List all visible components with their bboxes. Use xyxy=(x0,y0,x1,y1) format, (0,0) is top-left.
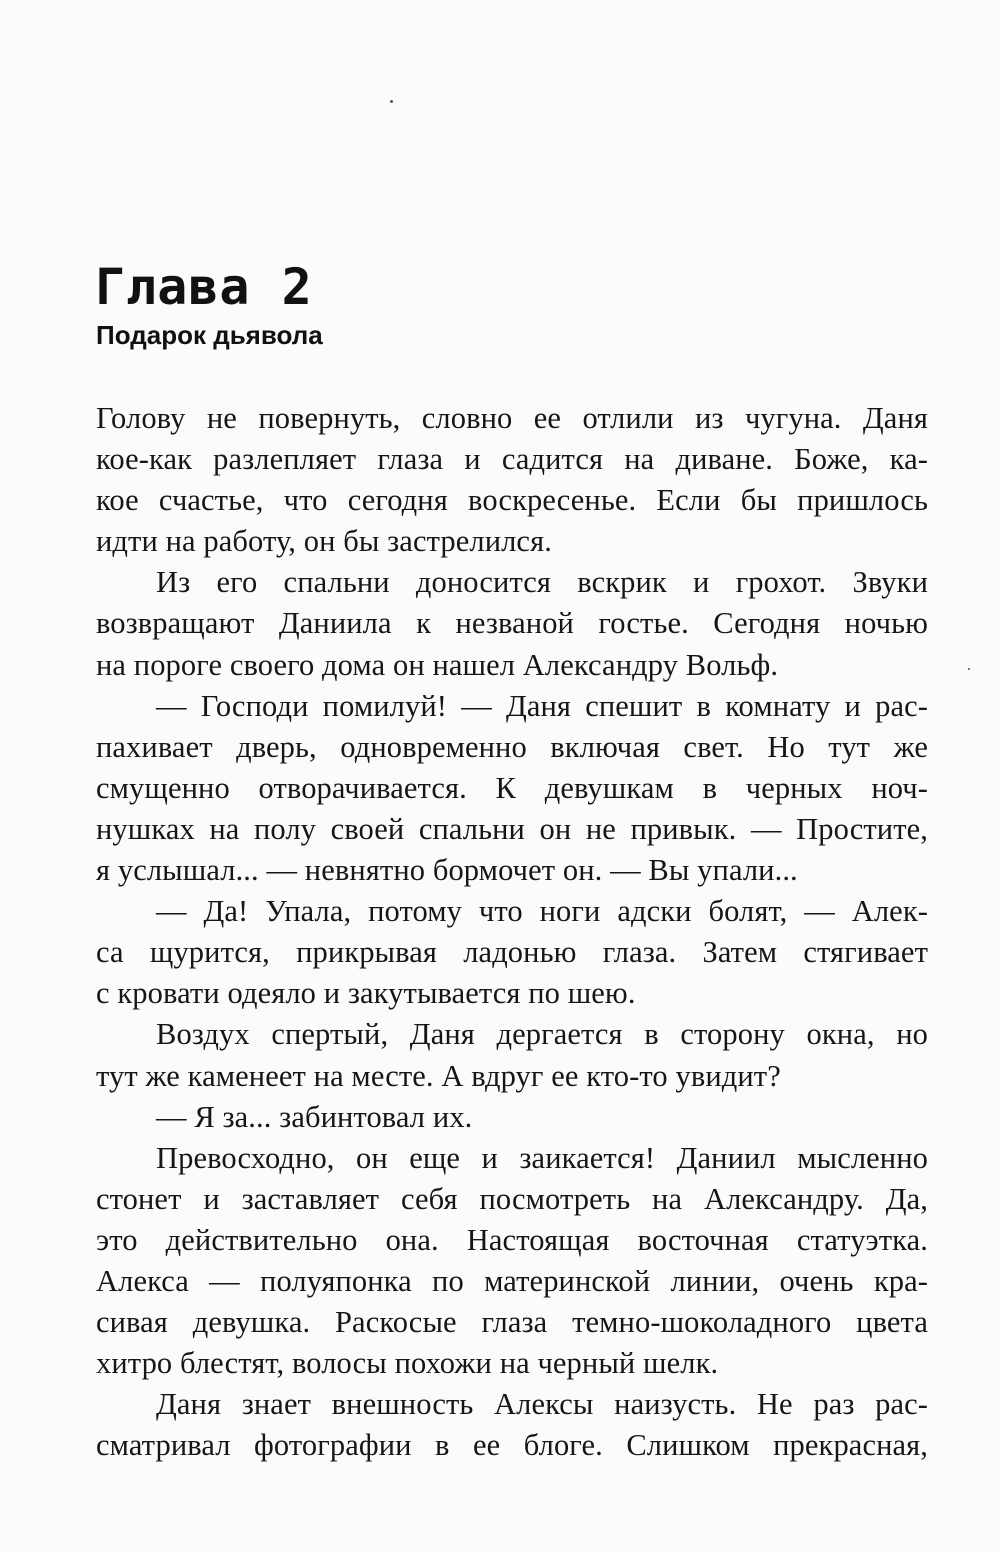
paper-speck xyxy=(390,100,393,103)
text-line: — Да! Упала, потому что ноги адски болят, — Алек- xyxy=(156,894,928,929)
text-line: Голову не повернуть, словно ее отлили из чугуна. Даня xyxy=(96,401,928,435)
text-line: Алекса — полуяпонка по материнской линии, очень кра- xyxy=(96,1263,928,1298)
chapter-subtitle: Подарок дьявола xyxy=(96,320,323,350)
text-line: сматривал фотографии в ее блоге. Слишком прекрасная, xyxy=(96,1428,928,1463)
text-line: тут же каменеет на месте. А вдруг ее кто-то увидит? xyxy=(96,1058,781,1093)
text-line: с кровати одеяло и закутывается по шею. xyxy=(96,976,636,1011)
text-line: это действительно она. Настоящая восточная статуэтка. xyxy=(96,1222,928,1257)
text-line: возвращают Даниила к незваной гостье. Сегодня ночью xyxy=(96,606,928,641)
text-line: смущенно отворачивается. К девушкам в черных ноч- xyxy=(96,770,928,805)
text-line: хитро блестят, волосы похожи на черный шелк. xyxy=(96,1346,719,1381)
text-line: кое счастье, что сегодня воскресенье. Если бы пришлось xyxy=(96,483,928,518)
text-line: — Господи помилуй! — Даня спешит в комнату и рас- xyxy=(156,688,928,723)
text-line: са щурится, прикрывая ладонью глаза. Затем стягивает xyxy=(96,935,928,970)
text-line: Даня знает внешность Алексы наизусть. Не раз рас- xyxy=(156,1387,928,1422)
body-text xyxy=(96,398,928,1466)
text-line: Воздух спертый, Даня дергается в сторону окна, но xyxy=(156,1017,928,1052)
text-line: стонет и заставляет себя посмотреть на Александру. Да, xyxy=(96,1181,928,1216)
text-line: Превосходно, он еще и заикается! Даниил мысленно xyxy=(156,1140,928,1175)
text-line: нушках на полу своей спальни он не привык. — Простите, xyxy=(96,811,928,846)
text-line: — Я за... забинтовал их. xyxy=(156,1099,473,1134)
paper-speck xyxy=(968,668,970,670)
text-line: на пороге своего дома он нашел Александру Вольф. xyxy=(96,647,779,682)
text-line: идти на работу, он бы застрелился. xyxy=(96,524,552,559)
text-line: Из его спальни доносится вскрик и грохот. Звуки xyxy=(156,565,928,600)
text-line: сивая девушка. Раскосые глаза темно-шоколадного цвета xyxy=(96,1305,928,1340)
chapter-title: Глава 2 xyxy=(95,258,313,316)
text-line: пахивает дверь, одновременно включая свет. Но тут же xyxy=(96,729,928,764)
text-line: я услышал... — невнятно бормочет он. — Вы упали... xyxy=(96,853,798,888)
text-line: кое-как разлепляет глаза и садится на диване. Боже, ка- xyxy=(96,442,928,477)
